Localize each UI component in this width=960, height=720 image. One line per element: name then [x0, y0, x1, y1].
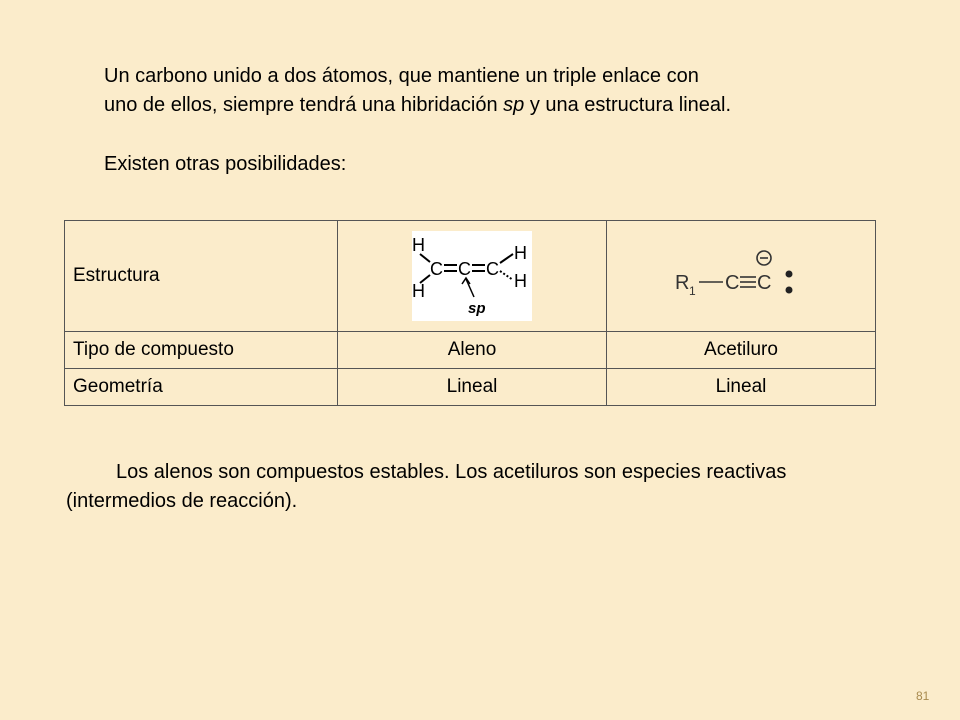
- acetylide-compound-type: Acetiluro: [607, 332, 876, 369]
- allene-compound-type: Aleno: [338, 332, 607, 369]
- acetylide-atom-r: R: [675, 272, 690, 294]
- allene-atom-c3: C: [486, 259, 499, 279]
- table-row-structure: [65, 221, 876, 332]
- table-row-compound-type: [65, 332, 876, 369]
- allene-atom-h4: H: [514, 271, 527, 291]
- allene-atom-c2: C: [458, 259, 471, 279]
- acetylide-lone-pair-dot-2: [786, 287, 793, 294]
- row-label-structure: Estructura: [65, 221, 338, 332]
- intro-line-2-pre: uno de ellos, siempre tendrá una hibridación: [104, 94, 504, 116]
- allene-sp-arrow: [466, 279, 474, 297]
- intro-line-1: Un carbono unido a dos átomos, que mantiene un triple enlace con: [104, 65, 699, 87]
- allene-bond-h4: [500, 271, 513, 280]
- allene-structure-cell: [338, 221, 607, 332]
- comparison-table: [64, 220, 876, 406]
- allene-structure-image: [412, 231, 532, 321]
- conclusion-paragraph: Los alenos son compuestos estables. Los acetiluros son especies reactivas (intermedios de reacción).: [66, 461, 787, 512]
- allene-bond-h3: [500, 254, 513, 263]
- allene-sp-label: sp: [468, 300, 486, 317]
- acetylide-atom-r-subscript: 1: [689, 284, 696, 298]
- allene-atom-h3: H: [514, 243, 527, 263]
- table-row-geometry: [65, 369, 876, 406]
- acetylide-lone-pair-dot-1: [786, 271, 793, 278]
- allene-geometry: Lineal: [338, 369, 607, 406]
- acetylide-geometry: Lineal: [607, 369, 876, 406]
- allene-bond-h2: [420, 275, 430, 283]
- page-number: 81: [916, 689, 930, 703]
- allene-atom-h2: H: [412, 281, 425, 301]
- allene-atom-c1: C: [430, 259, 443, 279]
- acetylide-structure-cell: [607, 221, 876, 332]
- allene-bond-h1: [420, 254, 430, 262]
- intro-line-2-italic: sp: [503, 94, 525, 116]
- subheading: Existen otras posibilidades:: [104, 153, 347, 175]
- allene-atom-h1: H: [412, 235, 425, 255]
- row-label-geometry: Geometría: [65, 369, 338, 406]
- acetylide-structure-svg: [671, 241, 811, 311]
- row-label-compound-type: Tipo de compuesto: [65, 332, 338, 369]
- intro-line-2-post: y una estructura lineal.: [524, 94, 732, 116]
- intro-paragraph: [104, 62, 904, 120]
- acetylide-atom-c2: C: [757, 272, 772, 294]
- acetylide-atom-c1: C: [725, 272, 740, 294]
- allene-structure-svg: [412, 231, 532, 321]
